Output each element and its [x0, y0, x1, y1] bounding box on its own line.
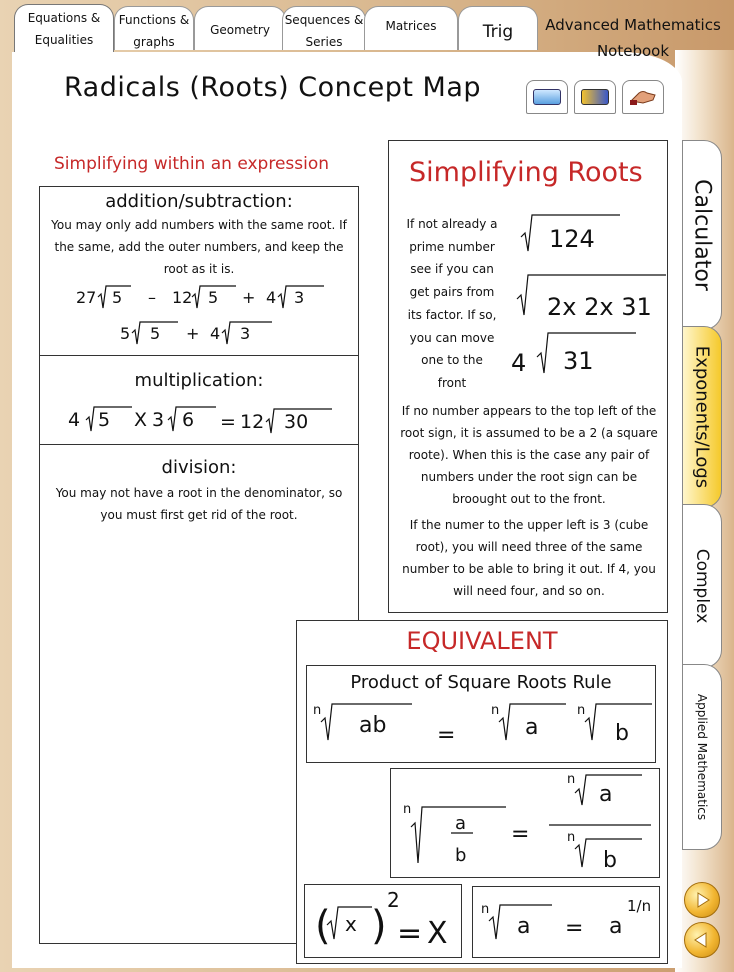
quotient-rule-box [390, 768, 660, 878]
division-text: You may not have a root in the denominator, so you must first get rid of the root. [55, 486, 343, 522]
index-n: n [567, 830, 576, 845]
step-line: you can move [409, 330, 495, 345]
equals: = [220, 411, 236, 433]
mult-coef-4: 4 [68, 409, 81, 431]
hand-icon [629, 87, 657, 107]
root-b: b [603, 848, 617, 873]
screen-tool-button[interactable] [526, 80, 568, 114]
eraser-tool-button[interactable] [574, 80, 616, 114]
index-n: n [577, 703, 586, 718]
radicand-x: x [345, 912, 357, 936]
screen-icon [533, 89, 561, 105]
notebook-title-line2: Notebook [596, 42, 670, 60]
tab-equations[interactable] [14, 4, 114, 52]
previous-page-button[interactable] [684, 922, 720, 958]
equals-2: = [511, 822, 530, 847]
equals-4: = [565, 916, 584, 941]
close-paren: ) [371, 903, 387, 949]
fractional-exponent-box [472, 886, 660, 958]
tab-applied-mathematics[interactable] [682, 664, 722, 850]
mult-rad-6: 6 [182, 409, 195, 431]
next-page-button[interactable] [684, 882, 720, 918]
mult-rad-5: 5 [98, 409, 111, 431]
tab-geometry[interactable] [194, 6, 286, 50]
minus: – [148, 288, 156, 307]
simplify-steps [397, 213, 507, 395]
tab-label: Matrices [385, 19, 437, 33]
multiplication-box [39, 355, 359, 445]
addition-box [39, 186, 359, 356]
mult-rad-30: 30 [284, 411, 309, 433]
addition-text: You may only add numbers with the same root. If the same, add the outer numbers, and keep the root as it is. [51, 218, 347, 276]
eraser-icon [581, 89, 609, 105]
tab-label: Equalities [34, 33, 94, 47]
addition-heading: addition/subtraction: [105, 191, 293, 212]
equals-1: = [437, 723, 456, 748]
hand-tool-button[interactable] [622, 80, 664, 114]
coef-12: 12 [172, 288, 193, 307]
tab-label: graphs [133, 35, 175, 49]
tab-exponents-logs[interactable] [682, 326, 722, 508]
numerator-a: a [455, 813, 467, 834]
tab-label: Equations & [27, 11, 101, 25]
tab-calculator[interactable] [682, 140, 722, 330]
product-rule-box [306, 665, 656, 763]
radicand-31: 31 [563, 347, 594, 375]
simplify-examples [507, 211, 667, 391]
simplifying-roots-box [388, 140, 668, 613]
tab-label: Calculator [689, 179, 715, 291]
radicand-a2: a [517, 914, 531, 939]
multiplication-heading: multiplication: [134, 370, 264, 391]
tab-complex[interactable] [682, 504, 722, 668]
step-line: front [437, 375, 467, 390]
fractional-exponent-formula [473, 887, 659, 957]
square-identity-box [304, 884, 462, 958]
product-rule-title: Product of Square Roots Rule [350, 672, 612, 693]
radicand-124: 124 [549, 225, 595, 253]
product-rule-formula [307, 700, 655, 760]
radicand-b: b [615, 721, 629, 746]
plus2: + [186, 324, 200, 343]
notebook-title-line1: Advanced Mathematics [545, 16, 721, 34]
step-line: If not already a [406, 217, 498, 231]
index-n: n [313, 703, 322, 718]
coef-4: 4 [266, 288, 277, 307]
base-a: a [609, 914, 623, 939]
tab-label: Series [305, 35, 343, 49]
tab-label: Exponents/Logs [691, 345, 713, 489]
step-line: prime number [409, 239, 495, 254]
radicand-factors: 2x 2x 31 [547, 293, 652, 321]
radicand-5c: 5 [150, 324, 161, 343]
multiplication-example [40, 402, 358, 442]
times: X [134, 409, 148, 431]
tab-label: Geometry [210, 23, 270, 37]
equivalent-title: EQUIVALENT [406, 627, 558, 655]
prev-arrow-icon [685, 923, 719, 957]
cube-root-note: If the numer to the upper left is 3 (cube root), you will need three of the same number to be able to bring it out. If 4, you will need four, and so on. [402, 518, 656, 598]
tab-label: Sequences & [284, 13, 364, 27]
mult-coef-3: 3 [152, 409, 165, 431]
tab-label: Applied Mathematics [695, 693, 709, 821]
exponent-2: 2 [387, 888, 400, 912]
tab-label: Trig [482, 22, 514, 42]
step-line: one to the [421, 353, 483, 368]
plus: + [242, 288, 256, 307]
coef-27: 27 [76, 288, 97, 307]
radicand-3: 3 [294, 288, 305, 307]
step-line: see if you can [410, 262, 494, 277]
quotient-rule-formula [391, 769, 659, 877]
notebook-title [540, 12, 726, 64]
equals-3: = [397, 916, 423, 951]
addition-example [40, 281, 358, 351]
section-title-left: Simplifying within an expression [54, 154, 330, 174]
coef-4b: 4 [210, 324, 221, 343]
tab-trig[interactable] [458, 6, 538, 50]
square-root-note: If no number appears to the top left of the root sign, it is assumed to be a 2 (a square roote). When this is the case any pair of numbers under the root sign can be broought out to the front. [400, 404, 658, 506]
radicand-a: a [525, 715, 539, 740]
tab-functions[interactable] [114, 6, 194, 50]
page-title: Radicals (Roots) Concept Map [64, 72, 482, 103]
index-n: n [481, 902, 490, 917]
radicand-5b: 5 [208, 288, 219, 307]
result-x: X [427, 916, 448, 951]
square-identity-formula [305, 885, 461, 957]
coef-5: 5 [120, 324, 131, 343]
radicand-3b: 3 [240, 324, 251, 343]
radicand-ab: ab [359, 713, 387, 738]
mult-coef-12: 12 [240, 411, 265, 433]
step-line: its factor. If so, [407, 307, 497, 322]
division-heading: division: [161, 457, 237, 478]
denominator-b: b [455, 845, 467, 866]
step-line: get pairs from [409, 285, 495, 300]
open-paren: ( [315, 903, 331, 949]
tab-matrices[interactable] [364, 6, 458, 50]
tab-label: Complex [692, 548, 712, 624]
simplifying-roots-title: Simplifying Roots [409, 157, 643, 188]
index-n: n [491, 703, 500, 718]
tab-sequences[interactable] [282, 6, 366, 50]
next-arrow-icon [685, 883, 719, 917]
root-a: a [599, 782, 613, 807]
coef-4-front: 4 [511, 349, 527, 377]
radicand-5a: 5 [112, 288, 123, 307]
index-n: n [567, 772, 576, 787]
exponent-1-over-n: 1/n [627, 897, 652, 915]
index-n: n [403, 802, 412, 817]
tab-label: Functions & [118, 13, 190, 27]
